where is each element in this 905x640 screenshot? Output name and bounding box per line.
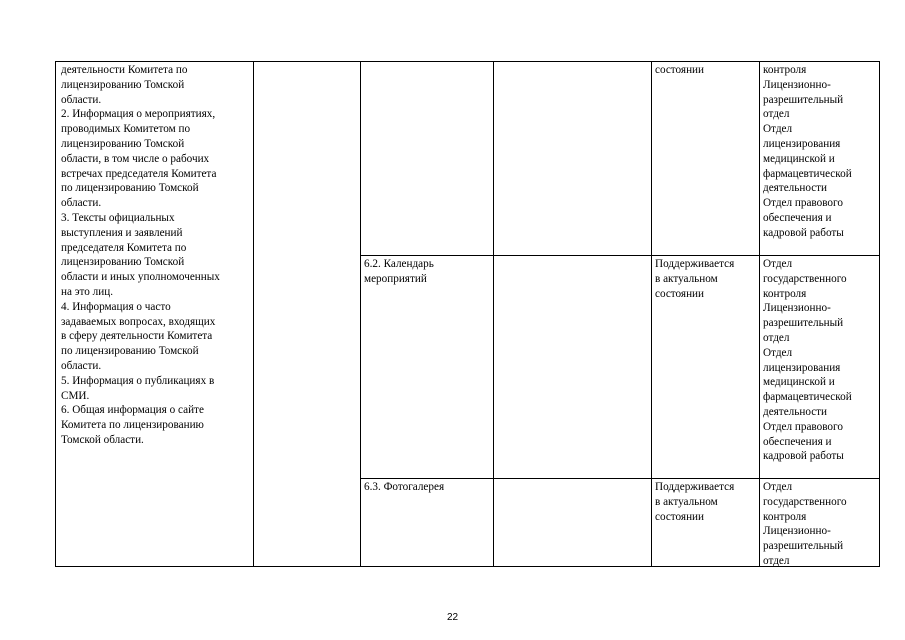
status-cell: Поддерживается в актуальном состоянии	[655, 481, 735, 523]
column-divider	[360, 62, 361, 566]
status-cell: Поддерживается в актуальном состоянии	[655, 258, 735, 300]
document-table	[55, 61, 880, 567]
info-list-cell: деятельности Комитета по лицензированию Томской области. 2. Информация о мероприятиях, проводимых Комитетом по лицензированию Томской области, в том числе о рабочих встречах председателя Комитета по лицензированию Томской области. 3. Тексты официальных выступления и заявлений председателя Комитета по лицензированию Томской области и иных уполномоченных на это лиц. 4. Информация о часто задаваемых вопросах, входящих в сферу деятельности Комитета по лицензированию Томской области. 5. Информация о публикациях в СМИ. 6. Общая информация о сайте Комитета по лицензированию Томской области.	[61, 64, 220, 446]
row-divider	[360, 478, 879, 479]
row-divider	[360, 255, 879, 256]
column-divider	[651, 62, 652, 566]
column-divider	[493, 62, 494, 566]
status-cell: состоянии	[655, 64, 705, 76]
responsible-cell: Отдел государственного контроля Лицензионно- разрешительный отдел Отдел лицензирования медицинской и фармацевтической деятельности Отдел правового обеспечения и кадровой работы	[763, 258, 852, 463]
column-divider	[759, 62, 760, 566]
section-name-cell: 6.3. Фотогалерея	[364, 481, 445, 493]
responsible-cell: Отдел государственного контроля Лицензионно- разрешительный отдел	[763, 481, 847, 567]
column-divider	[253, 62, 254, 566]
section-name-cell: 6.2. Календарь мероприятий	[364, 258, 434, 285]
responsible-cell: контроля Лицензионно- разрешительный отдел Отдел лицензирования медицинской и фармацевтической деятельности Отдел правового обеспечения и кадровой работы	[763, 64, 852, 239]
page-number: 22	[446, 612, 459, 623]
